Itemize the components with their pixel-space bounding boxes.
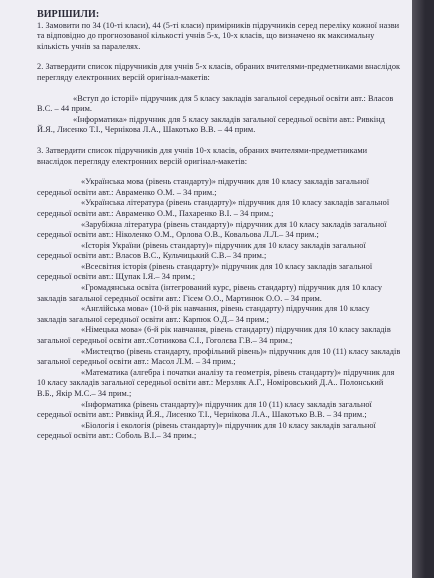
grade10-textbook-item: «Інформатика (рівень стандарту)» підручник для 10 (11) класу закладів загальної середньої освіти авт.: Ривкінд Й.Я., Лисенко Т.І., Чернікова Л.А., Шакотько В.В. – 34 прим.; <box>37 399 372 420</box>
paragraph-3-intro: 3. Затвердити список підручників для учнів 10-х класів, обраних вчителями-предметниками внаслідок перегляду електронних версій оригінал-макетів: <box>37 145 368 166</box>
grade10-textbook-item: «Англійська мова» (10-й рік навчання, рівень стандарту) підручник для 10 класу закладів загальної середньої освіти авт.: Карпюк О.Д.– 34 прим.; <box>37 304 370 324</box>
paragraph-1: 1. Замовити по 34 (10-ті класи), 44 (5-ті класи) примірників підручників серед переліку кожної назви та відповідно до прогнозованої кількості учнів 5-х, 10-х класів, що визначено як максимальну кількість учнів за паралелях. <box>37 20 400 51</box>
grade10-textbook-item: «Всесвітня історія (рівень стандарту)» підручник для 10 класу закладів загальної середньої освіти авт.: Щупак І.Я.– 34 прим.; <box>37 261 373 282</box>
document-content <box>37 10 401 442</box>
page-edge-shadow <box>412 0 434 578</box>
grade10-textbook-item: «Українська література (рівень стандарту)» підручник для 10 класу закладів загальної середньої освіти авт.: Авраменко О.М., Пахаренко В.І. – 34 прим.; <box>37 198 390 218</box>
paragraph-2-intro: 2. Затвердити список підручників для учнів 5-х класів, обраних вчителями-предметниками внаслідок перегляду електронних версій оригінал-макетів: <box>37 62 401 82</box>
grade10-textbook-item: «Математика (алгебра і початки аналізу та геометрія, рівень стандарту)» підручник для 10 класу закладів загальної середньої освіти авт.: Мерзляк А.Г., Номіровський Д.А.. Полонський В.Б., Якір М.С.– 34 прим.; <box>37 367 395 398</box>
grade5-textbook-item: «Вступ до історії» підручник для 5 класу закладів загальної середньої освіти авт.: Власов В.С. – 44 прим. <box>37 93 394 114</box>
grade10-textbook-item: «Німецька мова» (6-й рік навчання, рівень стандарту) підручник для 10 класу закладів загальної середньої освіти авт.:Сотникова С.І., Гоголєва Г.В.– 34 прим.; <box>37 325 391 346</box>
grade10-textbook-item: «Історія України (рівень стандарту)» підручник для 10 класу закладів загальної середньої освіти авт.: Власов В.С., Кульчицький С.В.– 34 прим.; <box>37 240 366 261</box>
grade10-textbook-item: «Біологія і екологія (рівень стандарту)» підручник для 10 класу закладів загальної середньої освіти авт.: Соболь В.І.– 34 прим.; <box>37 420 376 441</box>
grade10-textbook-item: «Мистецтво (рівень стандарту, профільний рівень)» підручник для 10 (11) класу закладів загальної середньої освіти авт.: Масол Л.М. – 34 прим.; <box>37 346 401 367</box>
grade10-textbook-item: «Громадянська освіта (інтегрований курс, рівень стандарту) підручник для 10 класу закладів загальної середньої освіти авт.: Гісем О.О., Мартинюк О.О. – 34 прим. <box>37 283 383 303</box>
grade5-textbook-item: «Інформатика» підручник для 5 класу закладів загальної середньої освіти авт.: Ривкінд Й.Я., Лисенко Т.І., Чернікова Л.А., Шакотько В.В. – 44 прим. <box>37 114 385 135</box>
decision-heading: ВИРІШИЛИ: <box>37 9 100 20</box>
grade10-textbook-item: «Українська мова (рівень стандарту)» підручник для 10 класу закладів загальної середньої освіти авт.: Авраменко О.М. – 34 прим.; <box>37 177 369 197</box>
grade10-textbook-item: «Зарубіжна література (рівень стандарту)» підручник для 10 класу закладів загальної середньої освіти авт.: Ніколенко О.М., Орлова О.В., Ковальова Л.Л.– 34 прим.; <box>37 219 387 240</box>
